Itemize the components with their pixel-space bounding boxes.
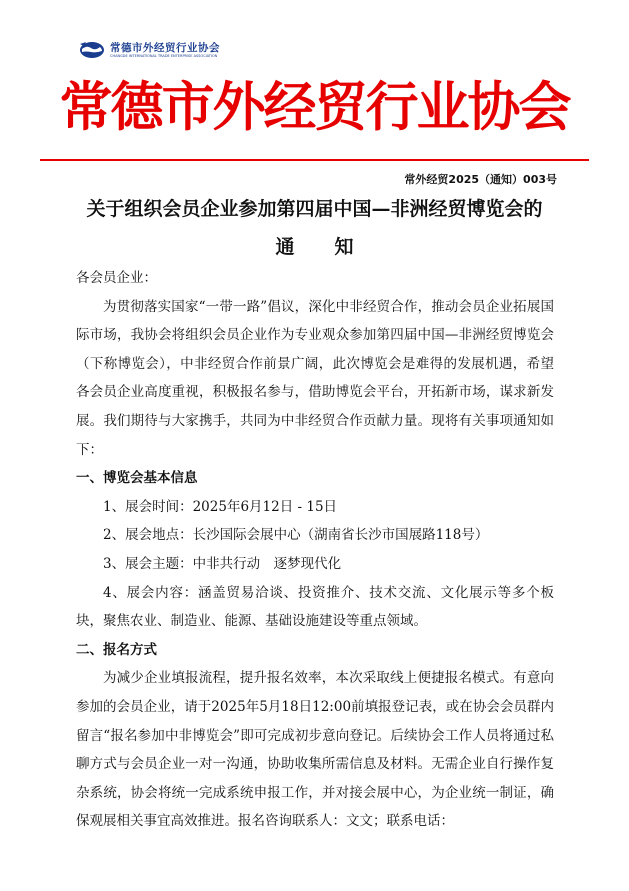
notice-body — [76, 264, 554, 836]
logo-name-cn: 常德市外经贸行业协会 — [110, 41, 220, 54]
logo-name-en: CHANGDE INTERNATIONAL TRADE ENTERPRISE ASSOCIATION — [110, 53, 218, 58]
section-1-item: 2、展会地点：长沙国际会展中心（湖南省长沙市国展路118号） — [103, 527, 489, 544]
logo-text — [110, 42, 220, 59]
section-1-item: 4、展会内容：涵盖贸易洽谈、投资推介、技术交流、文化展示等多个板块，聚焦农业、制造业、能源、基础设施建设等重点领域。 — [76, 584, 554, 630]
section-1-heading: 一、博览会基本信息 — [76, 470, 198, 487]
salutation: 各会员企业： — [76, 270, 157, 286]
section-1-item: 1、展会时间：2025年6月12日 - 15日 — [103, 498, 338, 515]
globe-logo-icon — [78, 40, 106, 60]
section-2-heading: 二、报名方式 — [76, 641, 157, 658]
intro-paragraph: 为贯彻落实国家“一带一路”倡议，深化中非经贸合作，推动会员企业拓展国际市场，我协会将组织会员企业作为专业观众参加第四届中国—非洲经贸博览会（下称博览会），中非经贸合作前景广阔，此次博览会是难得的发展机遇，希望各会员企业高度重视，积极报名参与，借助博览会平台，开拓新市场，谋求新发展。我们期待与大家携手，共同为中非经贸合作贡献力量。现将有关事项通知如下： — [76, 298, 554, 458]
masthead-red-divider — [40, 159, 589, 161]
section-2-paragraph: 为减少企业填报流程，提升报名效率，本次采取线上便捷报名模式。有意向参加的会员企业，请于2025年5月18日12:00前填报登记表，或在协会会员群内留言“报名参加中非博览会”即可完成初步意向登记。后续协会工作人员将通过私聊方式与会员企业一对一沟通，协助收集所需信息及材料。无需企业自行操作复杂系统，协会将统一完成系统申报工作，并对接会展中心，为企业统一制证，确保观展相关事宜高效推进。报名咨询联系人：文文；联系电话： — [76, 670, 554, 830]
notice-title: 关于组织会员企业参加第四届中国—非洲经贸博览会的 — [86, 198, 543, 220]
association-logo — [78, 40, 220, 60]
section-1-item: 3、展会主题：中非共行动 逐梦现代化 — [103, 555, 342, 572]
masthead-title: 常德市外经贸行业协会 — [59, 77, 570, 138]
notice-title-suffix: 通知 — [275, 236, 394, 258]
document-number: 常外经贸2025（通知）003号 — [404, 173, 557, 186]
